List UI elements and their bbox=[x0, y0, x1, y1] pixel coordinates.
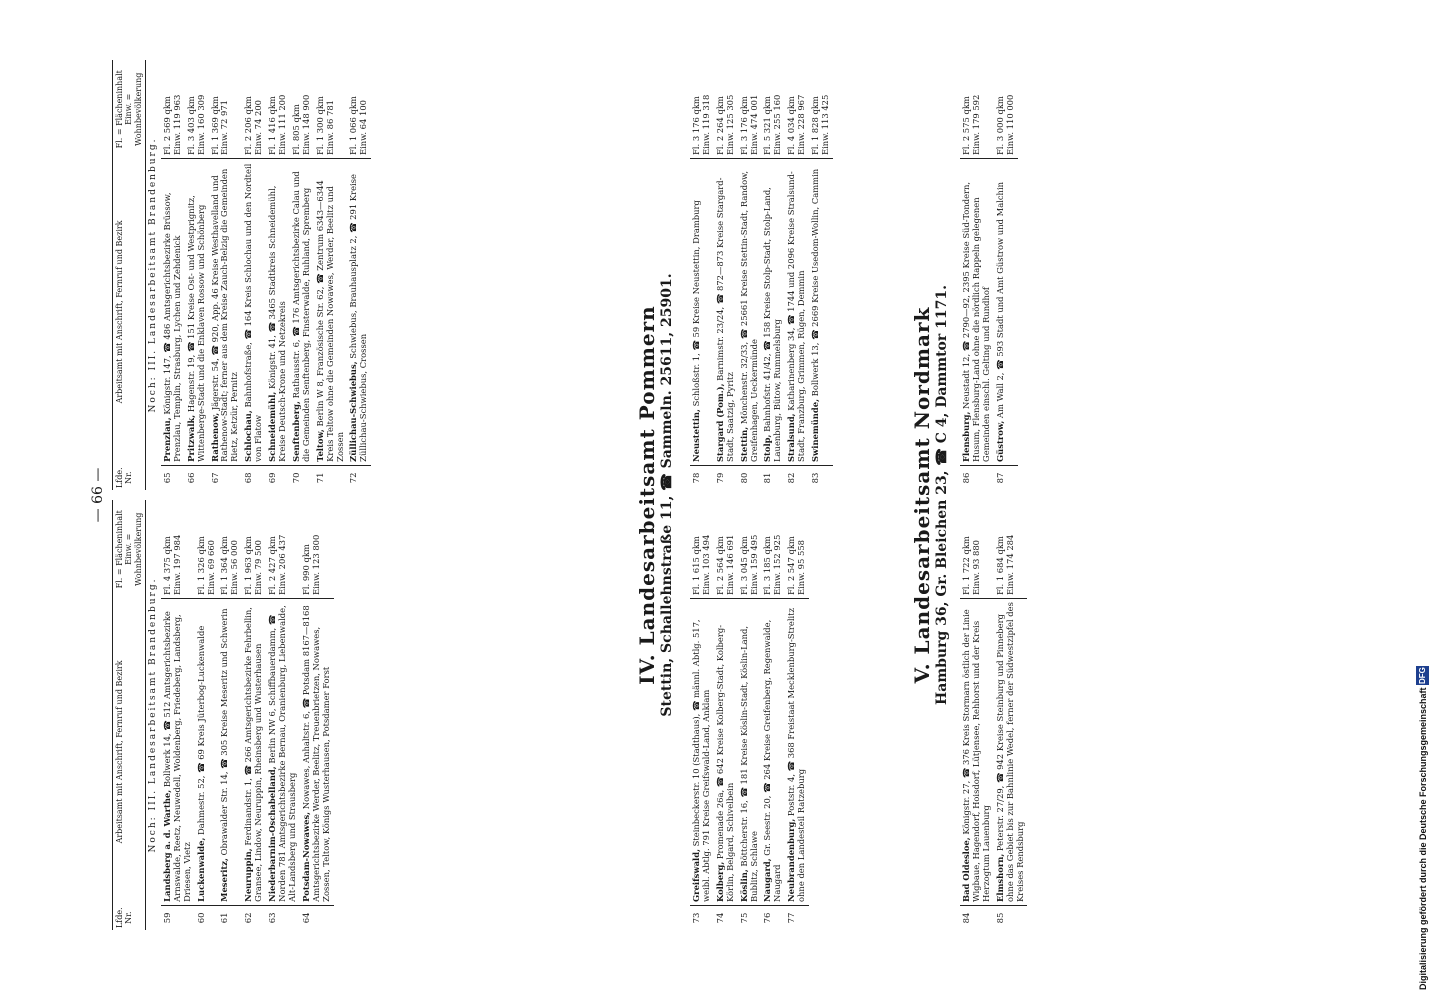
row-number: 82 bbox=[785, 466, 809, 491]
header-office: Arbeitsamt mit Anschrift, Fernruf und Bezirk bbox=[113, 159, 146, 466]
area-value: Fl. 1 684 qkm bbox=[994, 536, 1005, 595]
table-row bbox=[994, 500, 1028, 930]
office-details: Bollwerk 14, ☎ 512 Amtsgerichtsbezirke Arnswalde, Reetz, Neuwedell, Woldenberg, Friedeberg, Landsberg, Driesen, Vietz bbox=[161, 611, 192, 902]
area-cell bbox=[714, 500, 738, 599]
office-name: Schlochau, bbox=[243, 410, 254, 462]
table-row bbox=[161, 60, 185, 490]
office-details: Bahnhofstr. 41/42, ☎ 158 Kreise Stolp-Stadt, Stolp-Land, Lauenburg, Bütow, Rummelsburg bbox=[762, 187, 783, 462]
area-cell bbox=[994, 500, 1028, 599]
area-cell bbox=[994, 60, 1018, 159]
office-details: Katharinenberg 34, ☎ 1744 und 2096 Kreise Stralsund-Stadt, Franzburg, Grimmen, Rügen, Demmin bbox=[786, 171, 807, 462]
population-value: Einw. 148 900 bbox=[300, 94, 311, 155]
office-details: Rathausstr. 6, ☎ 176 Amtsgerichtsbezirke Calau und die Gemeinden Senftenberg, Finsterwalde, Ruhland, Spremberg bbox=[290, 171, 311, 462]
area-value: Fl. 2 569 qkm bbox=[161, 96, 172, 155]
row-number: 77 bbox=[785, 906, 809, 931]
office-cell bbox=[242, 159, 266, 466]
office-details: Promenade 26a, ☎ 642 Kreise Kolberg-Stadt, Kolberg-Körlin, Belgard, Schivelbein bbox=[714, 624, 735, 902]
area-cell bbox=[785, 500, 809, 599]
area-value: Fl. 1 364 qkm bbox=[219, 536, 230, 595]
population-value: Einw. 119 963 bbox=[171, 94, 182, 155]
row-number: 62 bbox=[242, 905, 266, 930]
office-details: Königstr. 41, ☎ 3465 Stadtkreis Schneidemühl, Kreise Deutsch-Krone und Netzekreis bbox=[267, 185, 287, 462]
area-cell bbox=[209, 60, 243, 159]
area-value: Fl. 1 722 qkm bbox=[961, 536, 971, 595]
office-name: Züllichau-Schwiebus, bbox=[348, 361, 359, 462]
section5-heading bbox=[910, 60, 950, 930]
area-cell bbox=[266, 500, 300, 599]
row-number: 78 bbox=[690, 466, 714, 491]
population-value: Einw. 103 494 bbox=[700, 534, 711, 595]
population-value: Einw. 152 925 bbox=[772, 534, 783, 595]
office-details: Dahmestr. 52, ☎ 69 Kreis Jüterbog-Luckenwalde bbox=[195, 625, 206, 835]
office-cell bbox=[761, 159, 785, 466]
population-value: Einw. 255 160 bbox=[772, 94, 783, 155]
population-value: Einw. 125 305 bbox=[724, 94, 735, 155]
office-details: Am Wall 2, ☎ 593 Stadt und Amt Güstrow und Malchin bbox=[994, 181, 1005, 419]
row-number: 72 bbox=[347, 465, 371, 490]
office-details: Schwiebus, Brauhausplatz 2, ☎ 291 Kreise Züllichau-Schwiebus, Crossen bbox=[348, 174, 369, 462]
table-row bbox=[266, 60, 290, 490]
area-value: Fl. 1 369 qkm bbox=[209, 96, 220, 155]
office-table bbox=[690, 60, 833, 490]
area-value: Fl. 3 176 qkm bbox=[691, 96, 701, 155]
office-name: Pritzwalk, bbox=[185, 414, 196, 462]
table-row bbox=[994, 60, 1018, 490]
area-cell bbox=[266, 60, 290, 159]
population-value: Einw. 113 425 bbox=[819, 94, 830, 155]
table-row bbox=[209, 60, 243, 490]
header-area: Fl. = Flächeninhalt Einw. = Wohnbevölkerung bbox=[113, 60, 146, 159]
office-name: Flensburg, bbox=[961, 411, 971, 462]
office-details: Gr. Seestr. 20, ☎ 264 Kreise Greifenberg, Regenwalde, Naugard bbox=[762, 619, 783, 902]
office-details: Jägerstr. 54, ☎ 920, App. 46 Kreise Westhavelland und Rathenow-Stadt; ferner aus dem Kreise Zauch-Belzig die Gemeinden Rietz, Ketzür, Pernitz bbox=[209, 168, 240, 462]
area-value: Fl. 2 575 qkm bbox=[961, 96, 971, 155]
office-name: Neuruppin, bbox=[243, 848, 254, 902]
area-cell bbox=[738, 60, 762, 159]
office-cell bbox=[690, 599, 714, 906]
row-number: 60 bbox=[195, 905, 219, 930]
office-details: Berlin W 8, Französische Str. 62, ☎ Zentrum 6343—6344 Kreis Teltow ohne die Gemeinden Nowawes, Werder, Beelitz und Zossen bbox=[314, 180, 345, 462]
area-cell bbox=[809, 60, 833, 159]
office-details: Neustadt 12, ☎ 2790—92, 2395 Kreise Süd-Tondern, Husum, Flensburg-Land ohne die nördlich Rappeln gelegenen Gemeinden einschl. Gelting und Rundhof bbox=[961, 181, 991, 462]
population-value: Einw. 111 200 bbox=[276, 94, 287, 155]
office-cell bbox=[195, 599, 219, 906]
row-number: 71 bbox=[314, 465, 348, 490]
office-cell bbox=[714, 159, 738, 466]
section4-right-column bbox=[690, 60, 833, 490]
area-cell bbox=[690, 500, 714, 599]
header-area: Fl. = Flächeninhalt Einw. = Wohnbevölkerung bbox=[113, 500, 146, 599]
area-value: Fl. 1 615 qkm bbox=[691, 536, 701, 595]
table-row bbox=[785, 60, 809, 490]
population-value: Einw. 72 971 bbox=[219, 100, 230, 155]
office-table bbox=[112, 500, 334, 930]
row-number: 74 bbox=[714, 906, 738, 931]
row-number: 63 bbox=[266, 905, 300, 930]
row-number: 69 bbox=[266, 465, 290, 490]
row-number: 76 bbox=[761, 906, 785, 931]
office-details: Mönchenstr. 32/33, ☎ 25661 Kreise Stettin-Stadt, Randow, Greifenhagen, Ueckermünde bbox=[738, 171, 759, 462]
population-value: Einw. 93 880 bbox=[970, 540, 981, 595]
office-details: Nowawes, Anhaltstr. 6, ☎ Potsdam 8167—8168 Amtsgerichtsbezirke Werder, Beelitz, Treuenbrietzen, Nowawes, Zossen, Teltow, Königs Wusterhausen, Potsdamer Forst bbox=[300, 605, 331, 902]
area-value: Fl. 5 321 qkm bbox=[762, 96, 773, 155]
area-value: Fl. 2 264 qkm bbox=[714, 96, 725, 155]
office-name: Swinemünde, bbox=[810, 399, 821, 462]
section5-subtitle: Hamburg 36, Gr. Bleichen 23, ☎ C 4, Dammtor 1171. bbox=[934, 285, 950, 705]
table-row bbox=[714, 500, 738, 930]
area-cell bbox=[690, 60, 714, 159]
section5-left-column bbox=[960, 500, 1027, 930]
office-cell bbox=[690, 159, 714, 466]
area-cell bbox=[761, 500, 785, 599]
office-name: Senftenberg, bbox=[290, 401, 301, 462]
area-value: Fl. 3 403 qkm bbox=[185, 96, 196, 155]
area-cell bbox=[218, 500, 242, 599]
row-number: 79 bbox=[714, 466, 738, 491]
area-value: Fl. 805 qkm bbox=[290, 104, 301, 155]
area-cell bbox=[714, 60, 738, 159]
table-row bbox=[300, 500, 334, 930]
office-cell bbox=[161, 599, 195, 906]
office-details: Schloßstr. 1, ☎ 59 Kreise Neustettin, Dramburg bbox=[691, 200, 701, 407]
population-value: Einw. 79 500 bbox=[253, 540, 264, 595]
area-cell bbox=[960, 60, 994, 159]
office-cell bbox=[266, 159, 290, 466]
office-details: Königstr. 147, ☎ 486 Amtsgerichtsbezirke Brüssow, Prenzlau, Templin, Strasburg, Lychen und Zehdenick bbox=[161, 192, 182, 462]
area-value: Fl. 2 564 qkm bbox=[714, 536, 725, 595]
table-row bbox=[738, 60, 762, 490]
office-name: Stolp, bbox=[762, 434, 773, 462]
row-number: 87 bbox=[994, 466, 1018, 491]
office-cell bbox=[161, 159, 185, 466]
office-name: Landsberg a. d. Warthe, bbox=[161, 789, 172, 902]
row-number: 84 bbox=[960, 906, 994, 931]
population-value: Einw. 474 001 bbox=[748, 94, 759, 155]
table-row bbox=[266, 500, 300, 930]
office-name: Rathenow, bbox=[209, 412, 220, 462]
table-row bbox=[242, 60, 266, 490]
office-name: Schneidemühl, bbox=[267, 391, 278, 462]
area-value: Fl. 3 176 qkm bbox=[738, 96, 749, 155]
area-value: Fl. 1 416 qkm bbox=[267, 96, 278, 155]
row-number: 68 bbox=[242, 465, 266, 490]
continuation-label: Noch: III. Landesarbeitsamt Brandenburg. bbox=[148, 137, 159, 413]
area-cell bbox=[347, 60, 371, 159]
office-cell bbox=[785, 159, 809, 466]
area-cell bbox=[242, 500, 266, 599]
area-cell bbox=[161, 60, 185, 159]
office-cell bbox=[809, 159, 833, 466]
population-value: Einw. 159 495 bbox=[748, 534, 759, 595]
table-row bbox=[714, 60, 738, 490]
office-name: Teltow, bbox=[314, 429, 325, 462]
section4-title: IV. Landesarbeitsamt Pommern bbox=[635, 305, 659, 685]
office-cell bbox=[738, 599, 762, 906]
office-name: Niederbarnim-Oschabelland, bbox=[267, 766, 278, 902]
office-details: Königstr. 27, ☎ 376 Kreis Stormarn östlich der Linie Wigbaue, Hagendorf, Hoisdorf, Lütjensee, Rehhorst und der Kreis Herzogtum Lauenburg bbox=[961, 609, 991, 902]
row-number: 85 bbox=[994, 906, 1028, 931]
section4-heading bbox=[635, 60, 675, 930]
area-cell bbox=[960, 500, 994, 599]
table-row bbox=[161, 500, 195, 930]
office-cell bbox=[290, 159, 314, 466]
row-number: 67 bbox=[209, 465, 243, 490]
office-name: Stralsund, bbox=[786, 413, 797, 462]
office-cell bbox=[960, 159, 994, 466]
office-cell bbox=[785, 599, 809, 906]
office-details: Bahnhofstraße, ☎ 164 Kreis Schlochau und den Nordteil von Flatow bbox=[243, 163, 264, 462]
header-num: Lfde. Nr. bbox=[113, 465, 146, 490]
population-value: Einw. 179 592 bbox=[970, 94, 981, 155]
area-value: Fl. 4 375 qkm bbox=[161, 536, 172, 595]
population-value: Einw. 119 318 bbox=[700, 94, 711, 155]
office-cell bbox=[960, 599, 994, 906]
table-row bbox=[314, 60, 348, 490]
table-row bbox=[809, 60, 833, 490]
area-cell bbox=[161, 500, 195, 599]
population-value: Einw. 228 967 bbox=[796, 94, 807, 155]
table-row bbox=[195, 500, 219, 930]
population-value: Einw. 174 284 bbox=[1004, 534, 1015, 595]
office-cell bbox=[266, 599, 300, 906]
area-value: Fl. 1 326 qkm bbox=[195, 536, 206, 595]
area-value: Fl. 990 qkm bbox=[300, 544, 311, 595]
office-name: Potsdam-Nowawes, bbox=[300, 811, 311, 902]
table-row bbox=[218, 500, 242, 930]
table-row bbox=[761, 60, 785, 490]
table-row bbox=[785, 500, 809, 930]
digitization-note bbox=[1416, 10, 1432, 990]
office-name: Naugard, bbox=[762, 858, 773, 902]
row-number: 81 bbox=[761, 466, 785, 491]
area-value: Fl. 2 427 qkm bbox=[267, 536, 278, 595]
area-value: Fl. 1 066 qkm bbox=[348, 96, 359, 155]
population-value: Einw. 206 437 bbox=[276, 534, 287, 595]
document-sheet bbox=[90, 60, 1090, 930]
area-value: Fl. 2 206 qkm bbox=[243, 96, 254, 155]
row-number: 61 bbox=[218, 905, 242, 930]
table-row bbox=[761, 500, 785, 930]
row-number: 59 bbox=[161, 905, 195, 930]
table-row bbox=[960, 60, 994, 490]
area-cell bbox=[314, 60, 348, 159]
area-value: Fl. 1 300 qkm bbox=[314, 96, 325, 155]
row-number: 83 bbox=[809, 466, 833, 491]
rotated-page bbox=[90, 60, 1090, 930]
digitization-text: Digitalisierung gefördert durch die Deutsche Forschungsgemeinschaft bbox=[1418, 687, 1428, 990]
population-value: Einw. 146 691 bbox=[724, 534, 735, 595]
area-cell bbox=[785, 60, 809, 159]
area-cell bbox=[300, 500, 334, 599]
area-value: Fl. 3 000 qkm bbox=[994, 96, 1005, 155]
section5-right-column bbox=[960, 60, 1018, 490]
area-cell bbox=[738, 500, 762, 599]
row-number: 86 bbox=[960, 466, 994, 491]
continuation-label: Noch: III. Landesarbeitsamt Brandenburg. bbox=[148, 577, 159, 853]
table-row bbox=[738, 500, 762, 930]
population-value: Einw. 64 100 bbox=[358, 100, 369, 155]
area-value: Fl. 3 185 qkm bbox=[762, 536, 773, 595]
row-number: 73 bbox=[690, 906, 714, 931]
office-details: Barnimstr. 23/24, ☎ 872—873 Kreise Stargard-Stadt, Saatzig, Pyritz bbox=[714, 177, 735, 462]
dfg-badge: DFG bbox=[1418, 667, 1427, 684]
office-cell bbox=[714, 599, 738, 906]
page-number: — 66 — bbox=[90, 467, 106, 523]
population-value: Einw. 110 000 bbox=[1004, 94, 1015, 155]
office-details: Hagenstr. 19, ☎ 151 Kreise Ost- und Westprignitz, Wittenberge-Stadt und die Enklaven Rossow und Schönberg bbox=[185, 195, 206, 462]
office-cell bbox=[185, 159, 209, 466]
office-name: Meseritz, bbox=[219, 858, 230, 902]
office-table bbox=[690, 500, 809, 930]
area-value: Fl. 3 045 qkm bbox=[738, 536, 749, 595]
office-cell bbox=[738, 159, 762, 466]
office-details: Peterstr. 27/29, ☎ 942 Kreise Steinburg und Pinneberg ohne das Gebiet bis zur Bahnlinie Wedel, ferner der Südwestzipfel des Kreises Rendsburg bbox=[994, 602, 1025, 902]
office-name: Güstrow, bbox=[994, 420, 1005, 462]
row-number: 65 bbox=[161, 465, 185, 490]
office-details: Steinbeckerstr. 10 (Stadthaus), ☎ männl. Abtlg. 517, weibl. Abtlg. 791 Kreise Greifswald-Land, Anklam bbox=[691, 619, 711, 902]
office-name: Prenzlau, bbox=[161, 417, 172, 462]
office-cell bbox=[994, 599, 1028, 906]
office-name: Köslin, bbox=[738, 869, 749, 902]
office-name: Stargard (Pom.), bbox=[714, 383, 725, 462]
population-value: Einw. 86 781 bbox=[324, 100, 335, 155]
office-cell bbox=[209, 159, 243, 466]
population-value: Einw. 160 309 bbox=[195, 94, 206, 155]
population-value: Einw. 74 200 bbox=[253, 100, 264, 155]
row-number: 70 bbox=[290, 465, 314, 490]
office-name: Luckenwalde, bbox=[195, 837, 206, 902]
office-name: Greifswald, bbox=[691, 849, 701, 902]
table-row bbox=[960, 500, 994, 930]
section4-subtitle: Stettin, Schallehnstraße 11, ☎ Sammeln. 25611, 25901. bbox=[659, 273, 675, 717]
office-details: Bollwerk 13, ☎ 2669 Kreise Usedom-Wollin, Cammin bbox=[810, 168, 821, 397]
office-cell bbox=[218, 599, 242, 906]
population-value: Einw. 56 000 bbox=[229, 540, 240, 595]
area-cell bbox=[242, 60, 266, 159]
office-table bbox=[960, 60, 1018, 490]
table-row bbox=[690, 500, 714, 930]
office-name: Kolberg, bbox=[714, 861, 725, 902]
office-name: Stettin, bbox=[738, 426, 749, 462]
office-cell bbox=[994, 159, 1018, 466]
area-cell bbox=[185, 60, 209, 159]
office-name: Bad Oldesloe, bbox=[961, 837, 971, 902]
office-details: Ferdinandstr. 1, ☎ 266 Amtsgerichtsbezirke Fehrbellin, Gransee, Lindow, Neuruppin, Rheinsberg und Wusterhausen bbox=[243, 607, 264, 902]
office-details: Poststr. 4, ☎ 368 Freistaat Mecklenburg-Strelitz ohne den Landesteil Ratzeburg bbox=[786, 607, 807, 902]
area-cell bbox=[290, 60, 314, 159]
office-name: Elmshorn, bbox=[994, 853, 1005, 902]
row-number: 64 bbox=[300, 905, 334, 930]
office-cell bbox=[242, 599, 266, 906]
office-cell bbox=[347, 159, 371, 466]
population-value: Einw. 69 660 bbox=[205, 540, 216, 595]
header-num: Lfde. Nr. bbox=[113, 905, 146, 930]
table-row bbox=[185, 60, 209, 490]
office-details: Böttcherstr. 16, ☎ 181 Kreise Köslin-Stadt, Köslin-Land, Bublitz, Schlawe bbox=[738, 625, 759, 902]
section3-left-column bbox=[112, 500, 334, 930]
area-value: Fl. 2 547 qkm bbox=[786, 536, 797, 595]
row-number: 66 bbox=[185, 465, 209, 490]
office-table bbox=[112, 60, 371, 490]
section5-title: V. Landesarbeitsamt Nordmark bbox=[910, 306, 934, 684]
office-cell bbox=[761, 599, 785, 906]
office-cell bbox=[314, 159, 348, 466]
area-cell bbox=[761, 60, 785, 159]
area-cell bbox=[195, 500, 219, 599]
area-value: Fl. 4 034 qkm bbox=[786, 96, 797, 155]
section4-left-column bbox=[690, 500, 809, 930]
population-value: Einw. 95 558 bbox=[796, 540, 807, 595]
office-name: Neubrandenburg, bbox=[786, 818, 797, 902]
table-row bbox=[347, 60, 371, 490]
area-value: Fl. 1 828 qkm bbox=[810, 96, 821, 155]
office-details: Berlin NW 6, Schiffbauerdamm, ☎ Norden 781 Amtsgerichtsbezirke Bernau, Oranienburg, Liebenwalde, Alt-Landsberg und Strausberg bbox=[267, 605, 297, 902]
population-value: Einw. 197 984 bbox=[171, 534, 182, 595]
area-value: Fl. 1 963 qkm bbox=[243, 536, 254, 595]
header-office: Arbeitsamt mit Anschrift, Fernruf und Bezirk bbox=[113, 599, 146, 906]
population-value: Einw. 123 800 bbox=[310, 534, 321, 595]
table-row bbox=[690, 60, 714, 490]
table-row bbox=[242, 500, 266, 930]
row-number: 75 bbox=[738, 906, 762, 931]
row-number: 80 bbox=[738, 466, 762, 491]
office-table bbox=[960, 500, 1027, 930]
office-cell bbox=[300, 599, 334, 906]
office-details: Obrawalder Str. 14, ☎ 305 Kreise Meseritz und Schwerin bbox=[219, 608, 230, 856]
table-row bbox=[290, 60, 314, 490]
office-name: Neustettin, bbox=[691, 409, 701, 462]
section3-right-column bbox=[112, 60, 371, 490]
